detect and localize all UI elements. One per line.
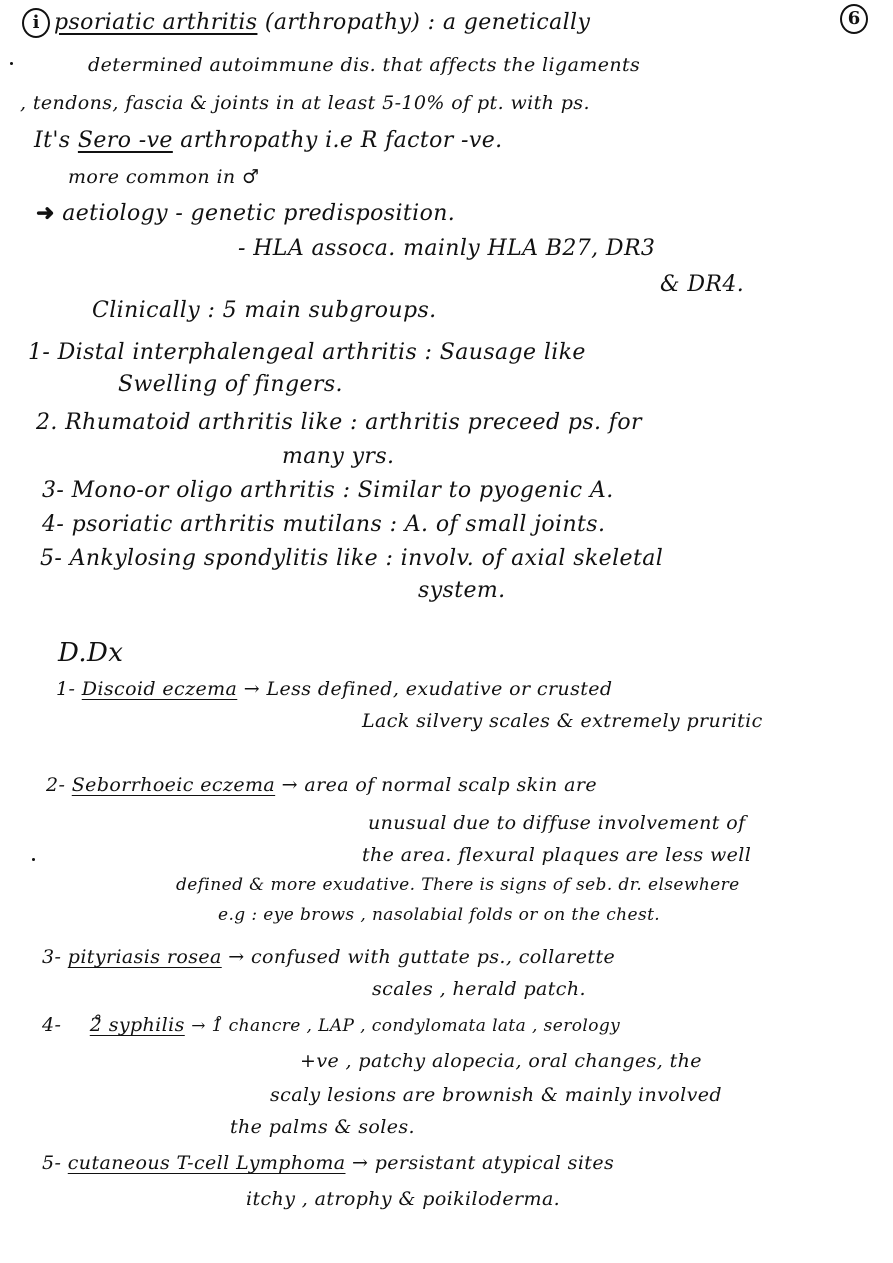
ddx-item-4-line-2: +ve , patchy alopecia, oral changes, the xyxy=(300,1050,702,1072)
intro-line-2: determined autoimmune dis. that affects the ligaments xyxy=(88,54,641,76)
stray-mark-dot xyxy=(10,62,13,65)
ddx-item-1-num: 1- xyxy=(56,678,76,700)
syphilis-term: 2̊ syphilis xyxy=(89,1014,185,1036)
clinical-item-4: 4- psoriatic arthritis mutilans : A. of small joints. xyxy=(42,512,606,537)
ddx-heading: D.Dx xyxy=(58,638,124,668)
page-number: 6 xyxy=(840,4,868,34)
aetiology-line-3: & DR4. xyxy=(660,272,745,297)
ddx-item-3-line-2: scales , herald patch. xyxy=(372,978,586,1000)
ddx-item-5-num: 5- xyxy=(42,1152,62,1174)
ddx-item-3-num: 3- xyxy=(42,946,62,968)
ddx-item-4-line-1 xyxy=(42,1012,620,1039)
arrow-right-icon: ➜ xyxy=(36,200,55,226)
aetiology-genetic: - genetic predisposition. xyxy=(175,201,456,226)
ddx-item-4-line-3: scaly lesions are brownish & mainly involved xyxy=(270,1084,722,1106)
clinical-item-5: 5- Ankylosing spondylitis like : involv. of axial skeletal xyxy=(40,546,664,571)
ddx-item-2-line-4: defined & more exudative. There is signs of seb. dr. elsewhere xyxy=(176,875,740,895)
ddx-item-5-line-2: itchy , atrophy & poikiloderma. xyxy=(246,1188,561,1210)
clinical-item-3: 3- Mono-or oligo arthritis : Similar to pyogenic A. xyxy=(42,478,614,503)
discoid-eczema-term: Discoid eczema xyxy=(81,678,238,700)
intro-line-1-rest: (arthropathy) : a genetically xyxy=(264,10,591,35)
pityriasis-rosea-term: pityriasis rosea xyxy=(67,946,222,968)
seborrhoeic-eczema-term: Seborrhoeic eczema xyxy=(71,774,276,796)
ddx-item-2-text: → area of normal scalp skin are xyxy=(281,774,597,796)
ddx-item-2-line-2: unusual due to diffuse involvement of xyxy=(368,812,746,834)
ddx-item-1-text: → Less defined, exudative or crusted xyxy=(243,678,613,700)
intro-line-5: more common in ♂ xyxy=(68,166,260,188)
ddx-item-5-text: → persistant atypical sites xyxy=(351,1152,615,1174)
ddx-item-4-line-4: the palms & soles. xyxy=(230,1116,415,1138)
stray-mark-dot xyxy=(32,858,35,861)
ddx-item-5-line-1 xyxy=(42,1150,614,1176)
clinical-item-2-cont: many yrs. xyxy=(282,444,395,469)
clinical-item-5-cont: system. xyxy=(418,578,506,603)
ddx-item-3-text: → confused with guttate ps., collarette xyxy=(228,946,616,968)
aetiology-line-2: - HLA assoca. mainly HLA B27, DR3 xyxy=(238,236,656,261)
ddx-item-4-num: 4- xyxy=(42,1014,62,1036)
aetiology-line-1 xyxy=(36,200,455,227)
intro-line-1 xyxy=(54,10,590,36)
ddx-item-2-num: 2- xyxy=(46,774,66,796)
clinical-item-1-cont: Swelling of fingers. xyxy=(118,372,343,397)
ddx-item-2-line-5: e.g : eye brows , nasolabial folds or on the chest. xyxy=(218,905,661,925)
ddx-item-1-line-2: Lack silvery scales & extremely pruritic xyxy=(362,710,763,732)
ddx-item-3-line-1 xyxy=(42,944,615,970)
sero-negative-term: Sero -ve xyxy=(77,128,173,153)
intro-line-4-rest: arthropathy i.e R factor -ve. xyxy=(180,128,503,153)
section-marker: i xyxy=(22,8,50,38)
intro-line-3: , tendons, fascia & joints in at least 5-10% of pt. with ps. xyxy=(20,92,590,114)
clinical-item-2: 2. Rhumatoid arthritis like : arthritis preceed ps. for xyxy=(36,410,642,435)
intro-line-4 xyxy=(34,128,503,154)
clinical-heading: Clinically : 5 main subgroups. xyxy=(92,298,437,323)
cutaneous-t-cell-lymphoma-term: cutaneous T-cell Lymphoma xyxy=(67,1152,346,1174)
ddx-item-2-line-3: the area. flexural plaques are less well xyxy=(362,844,752,866)
ddx-item-4-text: → 1̊ chancre , LAP , condylomata lata , serology xyxy=(191,1016,621,1036)
ddx-item-2-line-1 xyxy=(46,772,597,798)
intro-line-4-prefix: It's xyxy=(34,128,71,153)
psoriatic-arthritis-term: psoriatic arthritis xyxy=(54,10,258,35)
clinical-item-1: 1- Distal interphalengeal arthritis : Sausage like xyxy=(28,340,586,365)
ddx-item-1-line-1 xyxy=(56,676,612,702)
aetiology-label: aetiology xyxy=(62,201,168,226)
